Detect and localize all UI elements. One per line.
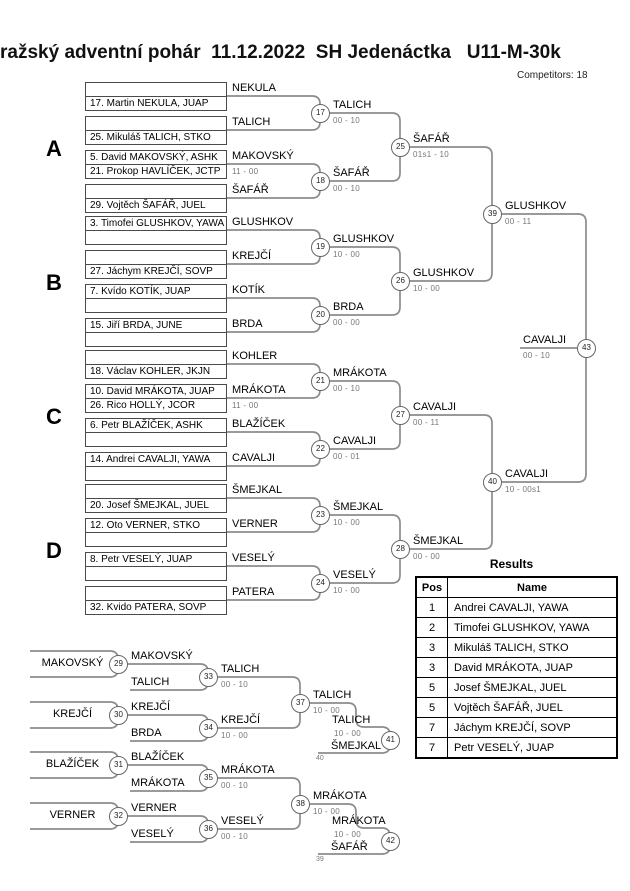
results-title: Results bbox=[489, 557, 534, 571]
results-row bbox=[416, 738, 617, 759]
match-score: 00 - 10 bbox=[333, 384, 361, 393]
result-name: Josef ŠMEJKAL, JUEL bbox=[448, 678, 618, 698]
bracket-wire bbox=[227, 364, 320, 381]
entrant-source-match-number: 40 bbox=[316, 755, 324, 762]
advancing-player-label: KREJČÍ bbox=[232, 250, 272, 262]
match-score: 00 - 00 bbox=[413, 552, 441, 561]
player-box: 21. Prokop HAVLÍČEK, JCTP bbox=[85, 164, 227, 179]
bracket-wire bbox=[501, 214, 586, 348]
player-box: 18. Václav KOHLER, JKJN bbox=[85, 364, 227, 379]
advancing-player-label: GLUSHKOV bbox=[232, 216, 294, 228]
advancing-player-label: MAKOVSKÝ bbox=[232, 150, 294, 162]
match-score: 11 - 00 bbox=[232, 401, 259, 410]
match-number-circle: 22 bbox=[311, 440, 330, 459]
advancing-player-label: ŠMEJKAL bbox=[333, 501, 384, 513]
advancing-player-label: GLUSHKOV bbox=[505, 200, 567, 212]
player-box: 14. Andrei CAVALJI, YAWA bbox=[85, 452, 227, 467]
match-number-circle: 43 bbox=[577, 339, 596, 358]
bracket-wire bbox=[227, 230, 320, 247]
entrant-source-match-number: 39 bbox=[316, 856, 324, 863]
match-score: 10 - 00s1 bbox=[505, 485, 542, 494]
result-name: Timofei GLUSHKOV, YAWA bbox=[448, 618, 618, 638]
entrant-label: ŠMEJKAL bbox=[331, 740, 382, 752]
player-box bbox=[85, 82, 227, 97]
advancing-player-label: GLUSHKOV bbox=[413, 267, 475, 279]
match-number-circle: 19 bbox=[311, 238, 330, 257]
match-score: 10 - 00 bbox=[313, 807, 341, 816]
match-score: 10 - 00 bbox=[333, 250, 361, 259]
match-number-circle: 17 bbox=[311, 104, 330, 123]
advancing-player-label: TALICH bbox=[313, 689, 352, 701]
advancing-player-label: PATERA bbox=[232, 586, 275, 598]
advancing-player-label: BLAŽÍČEK bbox=[232, 418, 286, 430]
section-label-c: C bbox=[46, 404, 62, 429]
match-score: 00 - 11 bbox=[505, 217, 532, 226]
player-box bbox=[85, 586, 227, 601]
advancing-player-label: TALICH bbox=[332, 714, 371, 726]
player-box bbox=[85, 250, 227, 265]
results-table bbox=[415, 576, 618, 759]
player-box: 27. Jáchym KREJČÍ, SOVP bbox=[85, 264, 227, 279]
result-pos: 1 bbox=[416, 598, 448, 618]
advancing-player-label: KREJČÍ bbox=[221, 714, 261, 726]
match-score: 00 - 11 bbox=[413, 418, 440, 427]
match-score: 00 - 10 bbox=[221, 680, 249, 689]
match-number-circle: 24 bbox=[311, 574, 330, 593]
match-score: 00 - 10 bbox=[221, 781, 249, 790]
match-score: 10 - 00 bbox=[333, 518, 361, 527]
advancing-player-label: ŠMEJKAL bbox=[413, 535, 464, 547]
player-box: 5. David MAKOVSKÝ, ASHK bbox=[85, 150, 227, 165]
player-box: 15. Jiří BRDA, JUNE bbox=[85, 318, 227, 333]
match-number-circle: 42 bbox=[381, 832, 400, 851]
match-score: 10 - 00 bbox=[221, 731, 249, 740]
advancing-player-label: BRDA bbox=[333, 301, 364, 313]
player-box: 29. Vojtěch ŠAFÁŘ, JUEL bbox=[85, 198, 227, 213]
match-number-circle: 30 bbox=[109, 706, 128, 725]
entrant-label: VESELÝ bbox=[131, 828, 174, 840]
player-box bbox=[85, 116, 227, 131]
match-score: 10 - 00 bbox=[334, 729, 362, 738]
player-box bbox=[85, 532, 227, 547]
advancing-player-label: ŠAFÁŘ bbox=[232, 184, 269, 196]
match-score: 10 - 00 bbox=[313, 706, 341, 715]
results-row bbox=[416, 598, 617, 618]
entrant-label: TALICH bbox=[131, 676, 170, 688]
section-label-a: A bbox=[46, 136, 62, 161]
result-name: Andrei CAVALJI, YAWA bbox=[448, 598, 618, 618]
player-box bbox=[85, 566, 227, 581]
advancing-player-label: BLAŽÍČEK bbox=[45, 758, 100, 770]
match-score: 10 - 00 bbox=[334, 830, 362, 839]
match-number-circle: 32 bbox=[109, 807, 128, 826]
advancing-player-label: CAVALJI bbox=[505, 468, 548, 480]
results-row bbox=[416, 718, 617, 738]
entrant-label: BLAŽÍČEK bbox=[131, 751, 185, 763]
advancing-player-label: MAKOVSKÝ bbox=[41, 657, 104, 669]
entrant-label: MRÁKOTA bbox=[131, 777, 185, 789]
player-box: 25. Mikuláš TALICH, STKO bbox=[85, 130, 227, 145]
result-name: Mikuláš TALICH, STKO bbox=[448, 638, 618, 658]
advancing-player-label: VESELÝ bbox=[232, 552, 275, 564]
result-pos: 5 bbox=[416, 678, 448, 698]
result-pos: 7 bbox=[416, 718, 448, 738]
advancing-player-label: CAVALJI bbox=[232, 452, 275, 464]
match-score: 10 - 00 bbox=[413, 284, 441, 293]
result-pos: 2 bbox=[416, 618, 448, 638]
match-score: 00 - 00 bbox=[333, 318, 361, 327]
match-number-circle: 40 bbox=[483, 473, 502, 492]
entrant-label: MAKOVSKÝ bbox=[131, 650, 193, 662]
bracket-wire bbox=[227, 498, 320, 515]
player-box bbox=[85, 484, 227, 499]
entrant-label: VERNER bbox=[131, 802, 177, 814]
competitors-count: Competitors: 18 bbox=[517, 70, 588, 81]
match-number-circle: 18 bbox=[311, 172, 330, 191]
player-box bbox=[85, 298, 227, 313]
match-number-circle: 23 bbox=[311, 506, 330, 525]
result-name: Petr VESELÝ, JUAP bbox=[448, 738, 618, 759]
match-number-circle: 31 bbox=[109, 756, 128, 775]
match-score: 00 - 10 bbox=[333, 184, 361, 193]
player-box bbox=[85, 332, 227, 347]
match-score: 11 - 00 bbox=[232, 167, 259, 176]
advancing-player-label: MRÁKOTA bbox=[232, 384, 286, 396]
results-col-pos: Pos bbox=[416, 577, 448, 598]
advancing-player-label: ŠAFÁŘ bbox=[413, 133, 450, 145]
bracket-wire bbox=[501, 348, 586, 482]
player-box: 3. Timofei GLUSHKOV, YAWA bbox=[85, 216, 227, 231]
match-number-circle: 37 bbox=[291, 694, 310, 713]
match-number-circle: 41 bbox=[381, 731, 400, 750]
bracket-wire bbox=[227, 566, 320, 583]
entrant-label: KREJČÍ bbox=[131, 701, 171, 713]
match-number-circle: 33 bbox=[199, 668, 218, 687]
match-number-circle: 26 bbox=[391, 272, 410, 291]
result-name: David MRÁKOTA, JUAP bbox=[448, 658, 618, 678]
results-row bbox=[416, 678, 617, 698]
advancing-player-label: NEKULA bbox=[232, 82, 277, 94]
match-score: 00 - 01 bbox=[333, 452, 361, 461]
player-box: 17. Martin NEKULA, JUAP bbox=[85, 96, 227, 111]
results-row bbox=[416, 698, 617, 718]
match-number-circle: 20 bbox=[311, 306, 330, 325]
advancing-player-label: KOTÍK bbox=[232, 284, 266, 296]
match-number-circle: 39 bbox=[483, 205, 502, 224]
advancing-player-label: VESELÝ bbox=[221, 815, 264, 827]
player-box bbox=[85, 184, 227, 199]
advancing-player-label: VESELÝ bbox=[333, 569, 376, 581]
advancing-player-label: TALICH bbox=[333, 99, 372, 111]
match-score: 00 - 10 bbox=[221, 832, 249, 841]
advancing-player-label: TALICH bbox=[221, 663, 260, 675]
champion-label: CAVALJI bbox=[523, 334, 566, 346]
result-pos: 3 bbox=[416, 658, 448, 678]
match-number-circle: 35 bbox=[199, 769, 218, 788]
match-score: 00 - 10 bbox=[333, 116, 361, 125]
advancing-player-label: TALICH bbox=[232, 116, 271, 128]
match-score: 10 - 00 bbox=[333, 586, 361, 595]
player-box bbox=[85, 432, 227, 447]
advancing-player-label: ŠAFÁŘ bbox=[333, 167, 370, 179]
player-box: 7. Kvído KOTÍK, JUAP bbox=[85, 284, 227, 299]
section-label-d: D bbox=[46, 538, 62, 563]
match-score: 00 - 10 bbox=[523, 351, 551, 360]
advancing-player-label: MRÁKOTA bbox=[333, 367, 387, 379]
advancing-player-label: CAVALJI bbox=[333, 435, 376, 447]
match-number-circle: 28 bbox=[391, 540, 410, 559]
advancing-player-label: MRÁKOTA bbox=[221, 764, 275, 776]
advancing-player-label: MRÁKOTA bbox=[332, 815, 386, 827]
result-pos: 5 bbox=[416, 698, 448, 718]
section-label-b: B bbox=[46, 270, 62, 295]
result-pos: 3 bbox=[416, 638, 448, 658]
results-header-row bbox=[416, 577, 617, 598]
match-number-circle: 36 bbox=[199, 820, 218, 839]
player-box: 10. David MRÁKOTA, JUAP bbox=[85, 384, 227, 399]
match-number-circle: 21 bbox=[311, 372, 330, 391]
player-box: 8. Petr VESELÝ, JUAP bbox=[85, 552, 227, 567]
advancing-player-label: ŠMEJKAL bbox=[232, 484, 283, 496]
entrant-label: ŠAFÁŘ bbox=[331, 841, 368, 853]
player-box bbox=[85, 230, 227, 245]
results-row bbox=[416, 618, 617, 638]
match-number-circle: 25 bbox=[391, 138, 410, 157]
player-box: 32. Kvido PATERA, SOVP bbox=[85, 600, 227, 615]
result-name: Vojtěch ŠAFÁŘ, JUEL bbox=[448, 698, 618, 718]
entrant-label: BRDA bbox=[131, 727, 162, 739]
advancing-player-label: VERNER bbox=[49, 809, 96, 821]
result-pos: 7 bbox=[416, 738, 448, 759]
result-name: Jáchym KREJČÍ, SOVP bbox=[448, 718, 618, 738]
bracket-wire bbox=[227, 96, 320, 113]
advancing-player-label: MRÁKOTA bbox=[313, 790, 367, 802]
player-box: 20. Josef ŠMEJKAL, JUEL bbox=[85, 498, 227, 513]
advancing-player-label: BRDA bbox=[232, 318, 263, 330]
tournament-title: ražský adventní pohár 11.12.2022 SH Jedenáctka U11-M-30k bbox=[0, 42, 561, 63]
player-box: 6. Petr BLAŽÍČEK, ASHK bbox=[85, 418, 227, 433]
advancing-player-label: KREJČÍ bbox=[52, 708, 93, 720]
advancing-player-label: CAVALJI bbox=[413, 401, 456, 413]
match-number-circle: 29 bbox=[109, 655, 128, 674]
player-box: 26. Rico HOLLÝ, JCOR bbox=[85, 398, 227, 413]
bracket-wire bbox=[227, 432, 320, 449]
results-row bbox=[416, 638, 617, 658]
player-box bbox=[85, 466, 227, 481]
match-number-circle: 27 bbox=[391, 406, 410, 425]
match-number-circle: 38 bbox=[291, 795, 310, 814]
results-col-name: Name bbox=[448, 577, 618, 598]
advancing-player-label: KOHLER bbox=[232, 350, 278, 362]
bracket-wire bbox=[227, 298, 320, 315]
player-box: 12. Oto VERNER, STKO bbox=[85, 518, 227, 533]
match-number-circle: 34 bbox=[199, 719, 218, 738]
results-row bbox=[416, 658, 617, 678]
advancing-player-label: GLUSHKOV bbox=[333, 233, 395, 245]
advancing-player-label: VERNER bbox=[232, 518, 278, 530]
match-score: 01s1 - 10 bbox=[413, 150, 450, 159]
player-box bbox=[85, 350, 227, 365]
